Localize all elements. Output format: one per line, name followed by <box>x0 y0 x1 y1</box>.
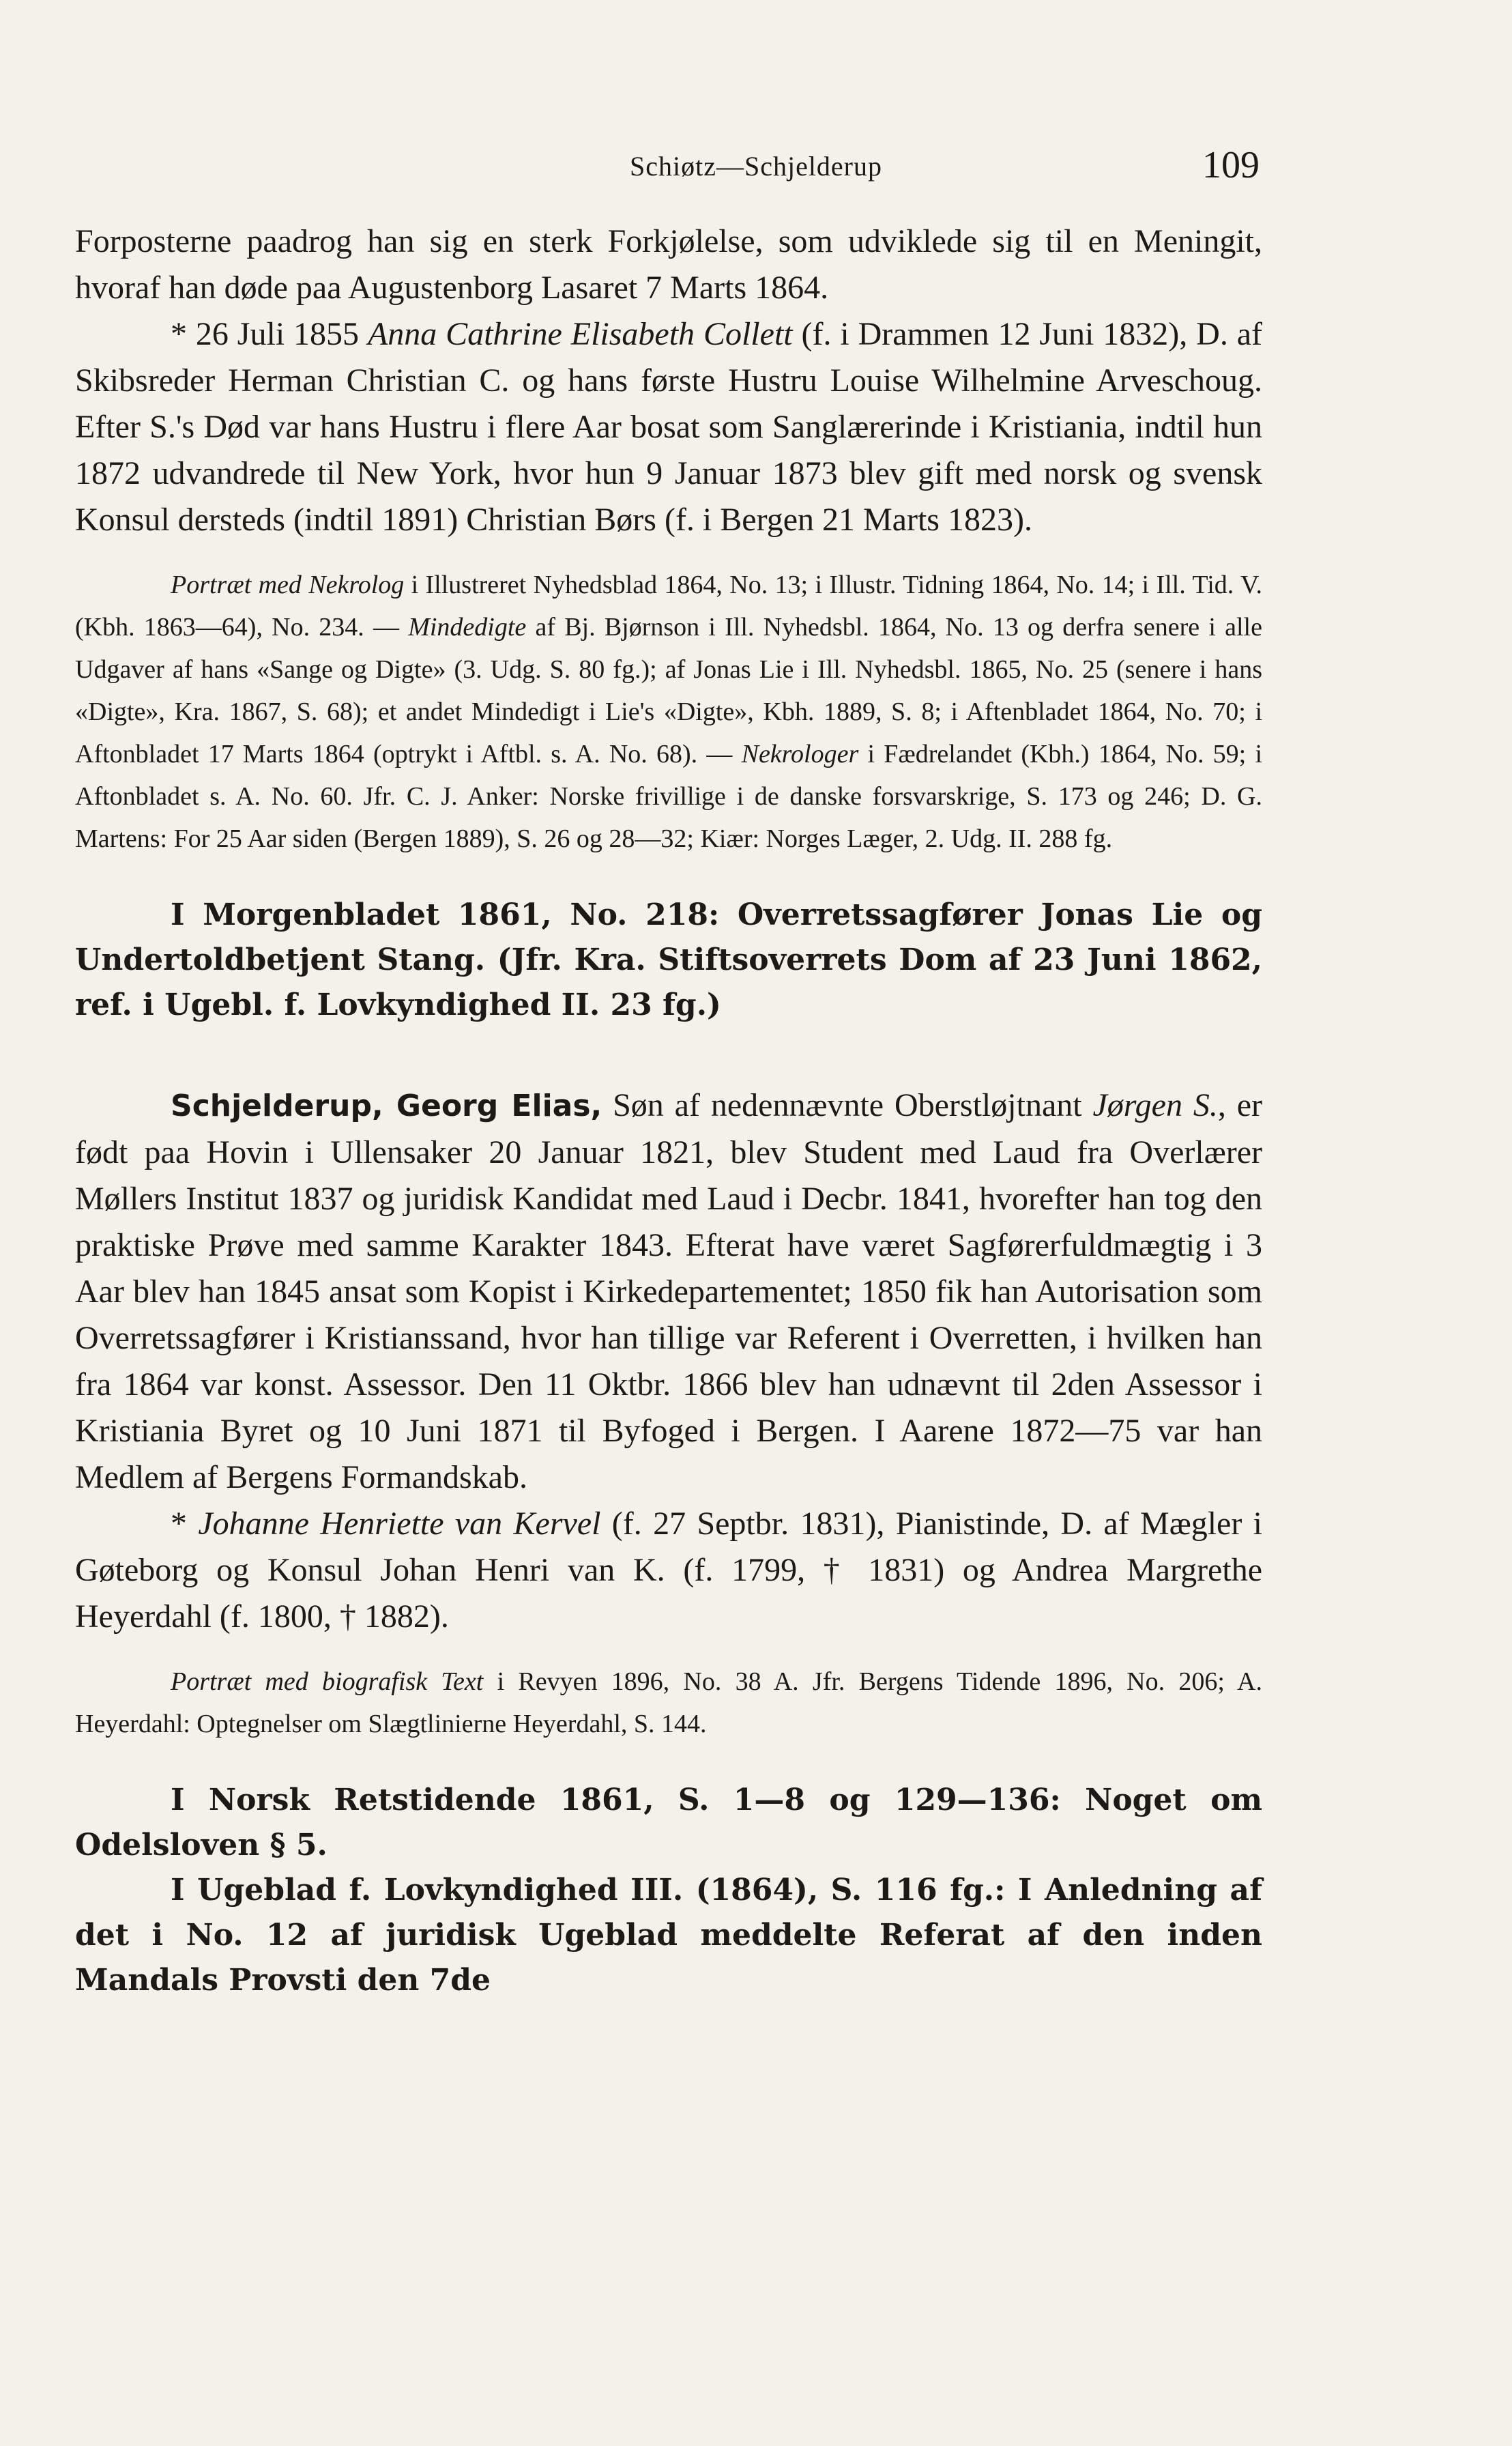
spouse2-prefix: * <box>171 1506 199 1542</box>
gothic-paragraph-1: I Morgenbladet 1861, No. 218: Overretssagfører Jonas Lie og Undertoldbetjent Stang. (Jfr. Kra. Stiftsoverrets Dom af 23 Juni 1862, ref. i Ugebl. f. Lovkyndighed II. 23 fg.) <box>75 897 1262 1022</box>
entry-text-1: Søn af nedennævnte Oberstløjtnant <box>602 1087 1093 1123</box>
entry-schjelderup-georg <box>75 1082 1262 1501</box>
spouse-text: (f. i Drammen 12 Juni 1832), D. af Skibsreder Herman Christian C. og hans første Hustru Louise Wilhelmine Arveschoug. Efter S.'s Død var hans Hustru i flere Aar bosat som Sanglærerinde i Kristiania, indtil hun 1872 udvandrede til New York, hvor hun 9 Januar 1873 blev gift med norsk og svensk Konsul dersteds (indtil 1891) Christian Børs (f. i Bergen 21 Marts 1823). <box>75 316 1263 538</box>
ref2-text: i Revyen 1896, No. 38 A. Jfr. Bergens Tidende 1896, No. 206; A. Heyerdahl: Optegnelser om Slægtlinierne Heyerdahl, S. 144. <box>75 1667 1262 1738</box>
entry-headword: Schjelderup, Georg Elias, <box>171 1089 602 1123</box>
paragraph-spouse-2 <box>75 1501 1262 1640</box>
spouse2-name: Johanne Henriette van Kervel <box>198 1506 601 1542</box>
ref-text-2: af Bj. Bjørnson i Ill. Nyhedsbl. 1864, No. 13 og derfra senere i alle Udgaver af hans «Sange og Digte» (3. Udg. S. 80 fg.); af Jonas Lie i Ill. Nyhedsbl. 1865, No. 25 (senere i hans «Digte», Kra. 1867, S. 68); et andet Mindedigt i Lie's «Digte», Kbh. 1889, S. 8; i Aftenbladet 1864, No. 70; i Aftonbladet 17 Marts 1864 (optrykt i Aftbl. s. A. No. 68). — <box>75 613 1262 768</box>
page-content <box>75 218 1262 2003</box>
spouse-prefix: * 26 Juli 1855 <box>171 316 368 352</box>
ref-text-1: i Illustreret Nyhedsblad 1864, No. 13; i Illustr. Tidning 1864, No. 14; i Ill. Tid. V. (Kbh. 1863—64), No. 234. — <box>75 571 1262 642</box>
paragraph-continuation: Forposterne paadrog han sig en sterk Forkjølelse, som udviklede sig til en Meningit, hvoraf han døde paa Augustenborg Lasaret 7 Marts 1864. <box>75 223 1262 306</box>
paragraph-spouse-1 <box>75 311 1262 543</box>
ref-mindedigte-label: Mindedigte <box>408 613 527 642</box>
ref-nekrologer-label: Nekrologer <box>741 740 859 768</box>
references-1 <box>75 564 1262 860</box>
entry-father-name: Jørgen S. <box>1092 1087 1218 1123</box>
page-number: 109 <box>1202 144 1260 186</box>
ref2-portrait-label: Portræt med biografisk Text <box>171 1667 484 1696</box>
ref-portrait-label: Portræt med Nekrolog <box>171 571 405 599</box>
running-title: Schiøtz—Schjelderup <box>629 151 883 182</box>
spouse2-text: (f. 27 Septbr. 1831), Pianistinde, D. af Mægler i Gøteborg og Konsul Johan Henri van K. (f. 1799, † 1831) og Andrea Margrethe Heyerdahl (f. 1800, † 1882). <box>75 1506 1263 1635</box>
gothic-paragraph-3: I Ugeblad f. Lovkyndighed III. (1864), S. 116 fg.: I Anledning af det i No. 12 af juridisk Ugeblad meddelte Referat af den inden Mandals Provsti den 7de <box>75 1873 1262 1998</box>
references-2 <box>75 1660 1262 1745</box>
spouse-name: Anna Cathrine Elisabeth Collett <box>367 316 793 352</box>
ref-text-3: i Fædrelandet (Kbh.) 1864, No. 59; i Aftonbladet s. A. No. 60. Jfr. C. J. Anker: Norske frivillige i de danske forsvarskrige, S. 173 og 246; D. G. Martens: For 25 Aar siden (Bergen 1889), S. 26 og 28—32; Kiær: Norges Læger, 2. Udg. II. 288 fg. <box>75 740 1262 853</box>
entry-text-2: , er født paa Hovin i Ullensaker 20 Januar 1821, blev Student med Laud fra Overlærer Møllers Institut 1837 og juridisk Kandidat med Laud i Decbr. 1841, hvorefter han tog den praktiske Prøve med samme Karakter 1843. Efterat have været Sagførerfuldmægtig i 3 Aar blev han 1845 ansat som Kopist i Kirkedepartementet; 1850 fik han Autorisation som Overretssagfører i Kristianssand, hvor han tillige var Referent i Overretten, i hvilken han fra 1864 var konst. Assessor. Den 11 Oktbr. 1866 blev han udnævnt til 2den Assessor i Kristiania Byret og 10 Juni 1871 til Byfoged i Bergen. I Aarene 1872—75 var han Medlem af Bergens Formandskab. <box>75 1087 1262 1495</box>
gothic-paragraph-2: I Norsk Retstidende 1861, S. 1—8 og 129—136: Noget om Odelsloven § 5. <box>75 1783 1262 1862</box>
